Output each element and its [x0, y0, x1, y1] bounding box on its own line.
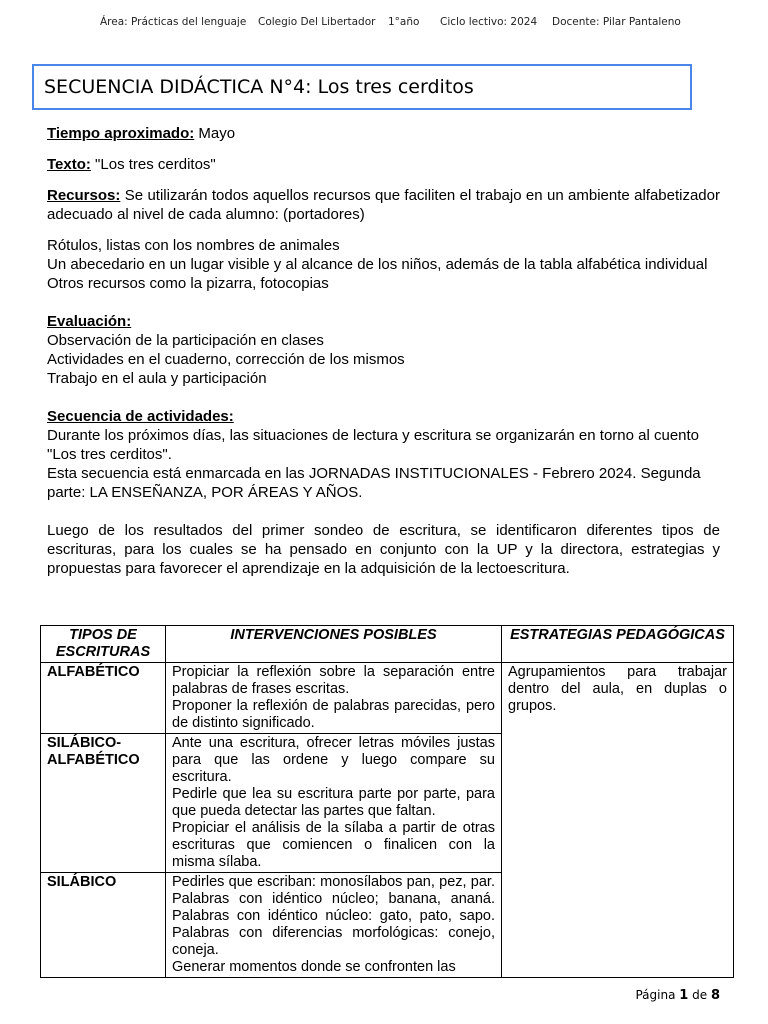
header-year: 1°año	[388, 16, 420, 28]
evaluacion-line: Actividades en el cuaderno, corrección de los mismos	[47, 351, 405, 368]
writing-type-cell: SILÁBICO	[41, 873, 166, 978]
recursos-line: Un abecedario en un lugar visible y al alcance de los niños, además de la tabla alfabética individual	[47, 256, 708, 273]
texto-value: "Los tres cerditos"	[90, 156, 216, 173]
writing-type-cell: ALFABÉTICO	[41, 663, 166, 734]
table-header-row	[41, 626, 734, 663]
page-footer	[635, 988, 720, 1003]
header-area: Área: Prácticas del lenguaje	[100, 16, 247, 28]
texto-label: Texto:	[47, 156, 91, 173]
page-title: SECUENCIA DIDÁCTICA N°4: Los tres cerditos	[44, 76, 474, 98]
interventions-cell: Ante una escritura, ofrecer letras móviles justas para que las ordene y luego compare su escritura. Pedirle que lea su escritura parte por parte, para que pueda detectar las partes que faltan. Propiciar el análisis de la sílaba a partir de otras escrituras que comiencen o finalicen con la misma sílaba.	[166, 734, 502, 873]
recursos-line: Rótulos, listas con los nombres de animales	[47, 237, 340, 254]
secuencia-paragraph-2: Esta secuencia está enmarcada en las JORNADAS INSTITUCIONALES - Febrero 2024. Segunda parte: LA ENSEÑANZA, POR ÁREAS Y AÑOS.	[47, 465, 701, 501]
footer-page-number: 1	[679, 988, 689, 1003]
column-header: TIPOS DE ESCRITURAS	[41, 626, 166, 663]
evaluacion-label: Evaluación:	[47, 313, 132, 330]
tiempo-line	[47, 124, 720, 143]
secuencia-label: Secuencia de actividades:	[47, 408, 234, 425]
header-teacher: Docente: Pilar Pantaleno	[552, 16, 681, 28]
evaluacion-line: Observación de la participación en clases	[47, 332, 324, 349]
tiempo-label: Tiempo aproximado:	[47, 125, 195, 142]
footer-total-pages: 8	[710, 988, 720, 1003]
texto-line	[47, 155, 720, 174]
footer-mid: de	[688, 988, 711, 1002]
recursos-paragraph	[47, 186, 720, 224]
table-row	[41, 663, 734, 734]
recursos-line: Otros recursos como la pizarra, fotocopias	[47, 275, 329, 292]
strategy-cell: Agrupamientos para trabajar dentro del aula, en duplas o grupos.	[502, 663, 734, 978]
recursos-label: Recursos:	[47, 187, 121, 204]
tiempo-value: Mayo	[194, 125, 236, 142]
footer-prefix: Página	[635, 988, 680, 1002]
column-header: ESTRATEGIAS PEDAGÓGICAS	[502, 626, 734, 663]
interventions-cell: Pedirles que escriban: monosílabos pan, pez, par. Palabras con idéntico núcleo; banana, ananá. Palabras con idéntico núcleo: gato, pato, sapo. Palabras con diferencias morfológicas: conejo, coneja. Generar momentos donde se confronten las	[166, 873, 502, 978]
recursos-value: Se utilizarán todos aquellos recursos que faciliten el trabajo en un ambiente alfabetizador adecuado al nivel de cada alumno: (portadores)	[47, 187, 720, 223]
secuencia-paragraph-1: Durante los próximos días, las situaciones de lectura y escritura se organizarán en torno al cuento "Los tres cerditos".	[47, 427, 700, 463]
writing-type-cell: SILÁBICO-ALFABÉTICO	[41, 734, 166, 873]
title-box	[32, 64, 692, 110]
secuencia-paragraph-3: Luego de los resultados del primer sondeo de escritura, se identificaron diferentes tipos de escrituras, para los cuales se ha pensado en conjunto con la UP y la directora, estrategias y propuestas para favorecer el aprendizaje en la adquisición de la lectoescritura.	[47, 522, 720, 577]
header-cycle: Ciclo lectivo: 2024	[440, 16, 538, 28]
interventions-cell: Propiciar la reflexión sobre la separación entre palabras de frases escritas. Proponer la reflexión de palabras parecidas, pero de distinto significado.	[166, 663, 502, 734]
writing-types-table	[40, 625, 734, 978]
document-body	[47, 124, 720, 578]
column-header: INTERVENCIONES POSIBLES	[166, 626, 502, 663]
header-school: Colegio Del Libertador	[258, 16, 376, 28]
evaluacion-line: Trabajo en el aula y participación	[47, 370, 267, 387]
